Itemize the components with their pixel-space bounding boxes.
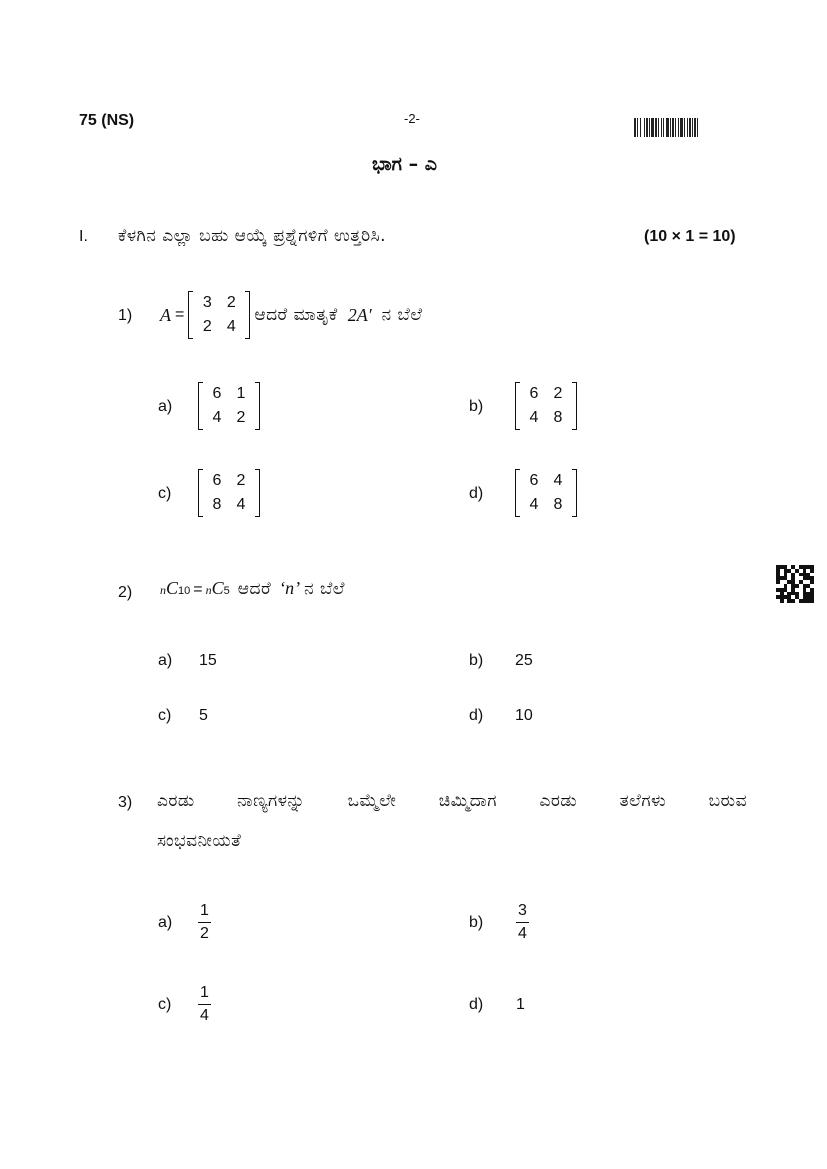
q2-option-a-label: a) [158, 652, 173, 669]
fraction-numerator: 1 [200, 902, 209, 919]
q1-stem [160, 291, 423, 339]
paper-code: 75 (NS) [79, 112, 135, 129]
q3-text-line1: ಎರಡು ನಾಣ್ಯಗಳನ್ನು ಒಮ್ಮೆಲೇ ಚಿಮ್ಮಿದಾಗ ಎರಡು ತಲೆಗಳು ಬರುವ [157, 791, 747, 811]
matrix-cell: 6 [212, 472, 222, 489]
q1-option-d[interactable] [515, 469, 577, 517]
q1-option-a-label: a) [158, 398, 173, 415]
q2-variable: ‘n’ [279, 578, 301, 598]
matrix-cell: 8 [553, 409, 563, 426]
fraction-denominator: 4 [200, 1007, 209, 1024]
q1-text-a: ಆದರೆ ಮಾತೃಕೆ [254, 305, 338, 325]
q1-text-b: ನ ಬೆಲೆ [381, 305, 423, 325]
q3-option-a[interactable] [198, 902, 211, 943]
matrix-cell: 8 [212, 496, 222, 513]
option-matrix [515, 382, 577, 430]
q2-equals: = [193, 581, 203, 598]
q2-stem [160, 578, 345, 599]
q1-option-d-label: d) [469, 485, 484, 502]
q2-option-b[interactable]: 25 [515, 652, 533, 669]
option-matrix [198, 382, 260, 430]
fraction-bar [198, 1004, 211, 1005]
qr-module [810, 599, 814, 603]
q1-option-c-label: c) [158, 485, 172, 502]
matrix-cell: 2 [202, 318, 212, 335]
q2-text-b: ನ ಬೆಲೆ [304, 579, 345, 599]
fraction-bar [516, 922, 529, 923]
matrix-cell: 4 [236, 496, 246, 513]
q2-option-c-label: c) [158, 707, 172, 724]
matrix-cell: 4 [529, 496, 539, 513]
q3-option-d-label: d) [469, 996, 484, 1013]
q3-option-b[interactable] [516, 902, 529, 943]
q2-option-d-label: d) [469, 707, 484, 724]
q3-option-a-label: a) [158, 914, 173, 931]
q2-c-2: C [211, 578, 224, 598]
q2-number: 2) [118, 584, 133, 601]
section-title: ಭಾಗ – ಎ [372, 153, 437, 175]
q1-option-c[interactable] [198, 469, 260, 517]
page-number: -2- [404, 111, 420, 126]
matrix-cell: 6 [529, 472, 539, 489]
q3-number: 3) [118, 794, 133, 811]
matrix-cell: 2 [236, 472, 246, 489]
q2-sup-1: n [160, 583, 166, 597]
q3-option-c-label: c) [158, 996, 172, 1013]
q1-option-b[interactable] [515, 382, 577, 430]
matrix-cell: 2 [236, 409, 246, 426]
q1-option-a[interactable] [198, 382, 260, 430]
matrix-cell: 4 [226, 318, 236, 335]
fraction-bar [198, 922, 211, 923]
q1-equals: = [175, 306, 185, 323]
barcode-bar [697, 118, 698, 137]
q2-option-d[interactable]: 10 [515, 707, 533, 724]
q2-option-b-label: b) [469, 652, 484, 669]
q2-text-a: ಆದರೆ [237, 579, 272, 599]
q3-option-b-label: b) [469, 914, 484, 931]
q2-sub-1: 10 [178, 585, 191, 597]
matrix-cell: 1 [236, 385, 246, 402]
fraction-denominator: 4 [518, 925, 527, 942]
matrix-cell: 6 [212, 385, 222, 402]
part-number: I. [79, 228, 88, 245]
q2-sup-2: n [205, 583, 212, 597]
matrix-cell: 6 [529, 385, 539, 402]
matrix-cell: 2 [226, 294, 236, 311]
q2-option-a[interactable]: 15 [199, 652, 217, 669]
matrix-cell: 8 [553, 496, 563, 513]
fraction-numerator: 3 [518, 902, 527, 919]
q2-option-c[interactable]: 5 [199, 707, 208, 724]
matrix-cell: 4 [212, 409, 222, 426]
option-matrix [198, 469, 260, 517]
matrix-cell: 4 [553, 472, 563, 489]
qr-code [776, 565, 814, 603]
part-instruction: ಕೆಳಗಿನ ಎಲ್ಲಾ ಬಹು ಆಯ್ಕೆ ಪ್ರಶ್ನೆಗಳಿಗೆ ಉತ್ತರಿಸಿ. [118, 226, 387, 246]
matrix-cell: 2 [553, 385, 563, 402]
q2-sub-2: 5 [223, 585, 230, 597]
q1-variable: A [160, 304, 171, 325]
q1-number: 1) [118, 307, 133, 324]
q3-option-c[interactable] [198, 984, 211, 1025]
matrix-cell: 3 [202, 294, 212, 311]
q1-matrix [188, 291, 250, 339]
fraction-denominator: 2 [200, 925, 209, 942]
barcode [634, 118, 698, 137]
q3-text-line2: ಸಂಭವನೀಯತೆ [157, 831, 242, 851]
part-marks: (10 × 1 = 10) [644, 228, 736, 245]
option-matrix [515, 469, 577, 517]
q3-option-d[interactable]: 1 [516, 996, 525, 1013]
matrix-cell: 4 [529, 409, 539, 426]
q1-expression: 2A′ [347, 304, 372, 325]
q1-option-b-label: b) [469, 398, 484, 415]
q2-c-1: C [166, 578, 179, 598]
fraction-numerator: 1 [200, 984, 209, 1001]
